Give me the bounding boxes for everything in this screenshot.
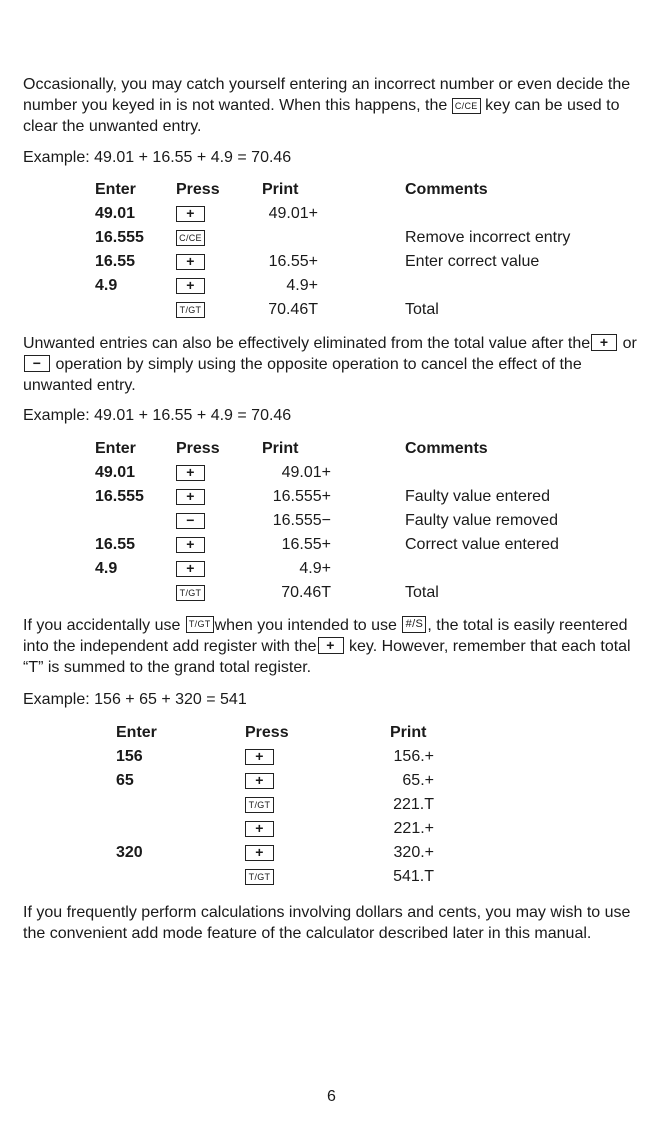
example-3-equation: Example: 156 + 65 + 320 = 541 xyxy=(23,691,247,708)
print-value: 16.55+ xyxy=(281,536,331,553)
print-value: 49.01+ xyxy=(268,205,318,222)
enter-value: 156 xyxy=(116,748,143,765)
enter-value: 49.01 xyxy=(95,464,136,481)
press-cell xyxy=(245,819,274,839)
press-cell xyxy=(176,535,205,555)
total-key-icon: T/GT xyxy=(176,302,205,318)
comment-text: Enter correct value xyxy=(405,253,540,270)
page-number: 6 xyxy=(327,1088,336,1105)
intro-text-1: Occasionally, you may catch yourself entering an incorrect number or even decide the number you keyed in is not wanted. When this happens, the xyxy=(23,76,631,114)
intro-paragraph xyxy=(23,74,638,137)
print-value: 541.T xyxy=(393,868,434,885)
comment-text: Correct value entered xyxy=(405,536,559,553)
enter-value: 4.9 xyxy=(95,560,118,577)
print-value: 16.555− xyxy=(272,512,331,529)
press-cell xyxy=(176,228,205,248)
intro-text-2: key can be used to clear the unwanted entry. xyxy=(23,97,620,135)
column-header-enter: Enter xyxy=(116,724,157,741)
column-header-print: Print xyxy=(262,181,299,198)
cancel-text-3: operation by simply using the opposite operation to cancel the effect of the unwanted entry. xyxy=(23,356,582,394)
minus-key-icon: − xyxy=(24,355,50,372)
example-1-equation: Example: 49.01 + 16.55 + 4.9 = 70.46 xyxy=(23,149,292,166)
press-cell xyxy=(176,559,205,579)
example-2-equation: Example: 49.01 + 16.55 + 4.9 = 70.46 xyxy=(23,407,292,424)
total-key-icon: T/GT xyxy=(176,585,205,601)
reenter-text-3: , the total is easily reentered into the independent add register with the xyxy=(23,617,628,655)
print-value: 156.+ xyxy=(393,748,434,765)
column-header-comment: Comments xyxy=(405,181,488,198)
total-key-icon: T/GT xyxy=(186,616,214,633)
enter-value: 16.55 xyxy=(95,253,136,270)
comment-text: Total xyxy=(405,584,439,601)
enter-value: 4.9 xyxy=(95,277,118,294)
total-key-icon: T/GT xyxy=(245,869,274,885)
enter-value: 49.01 xyxy=(95,205,136,222)
print-value: 4.9+ xyxy=(286,277,318,294)
enter-value: 65 xyxy=(116,772,134,789)
press-cell xyxy=(176,463,205,483)
cancel-text-1: Unwanted entries can also be effectively eliminated from the total value after the xyxy=(23,335,591,352)
plus-key-icon: + xyxy=(176,254,205,270)
plus-key-icon: + xyxy=(245,821,274,837)
plus-key-icon: + xyxy=(245,845,274,861)
print-value: 65.+ xyxy=(402,772,434,789)
plus-key-icon: + xyxy=(176,561,205,577)
total-key-icon: T/GT xyxy=(245,797,274,813)
press-cell xyxy=(176,204,205,224)
press-cell xyxy=(176,583,205,603)
plus-key-icon: + xyxy=(176,206,205,222)
press-cell xyxy=(245,843,274,863)
comment-text: Faulty value removed xyxy=(405,512,558,529)
print-value: 70.46T xyxy=(281,584,331,601)
plus-key-icon: + xyxy=(318,637,344,654)
plus-key-icon: + xyxy=(245,749,274,765)
plus-key-icon: + xyxy=(176,489,205,505)
press-cell xyxy=(245,867,274,887)
press-cell xyxy=(245,747,274,767)
press-cell xyxy=(176,276,205,296)
reenter-paragraph xyxy=(23,615,638,678)
press-cell xyxy=(176,252,205,272)
press-cell xyxy=(245,771,274,791)
plus-key-icon: + xyxy=(176,537,205,553)
cancel-paragraph xyxy=(23,333,638,396)
plus-key-icon: + xyxy=(176,465,205,481)
enter-value: 16.55 xyxy=(95,536,136,553)
closing-paragraph: If you frequently perform calculations involving dollars and cents, you may wish to use the convenient add mode feature of the calculator described later in this manual. xyxy=(23,904,631,942)
enter-value: 16.555 xyxy=(95,229,144,246)
print-value: 16.55+ xyxy=(268,253,318,270)
plus-key-icon: + xyxy=(176,278,205,294)
print-value: 49.01+ xyxy=(281,464,331,481)
column-header-comment: Comments xyxy=(405,440,488,457)
column-header-enter: Enter xyxy=(95,440,136,457)
enter-value: 320 xyxy=(116,844,143,861)
clear-entry-key-icon: C/CE xyxy=(176,230,205,246)
reenter-text-4: key. However, remember that each total “T” is summed to the grand total register. xyxy=(23,638,631,676)
minus-key-icon: − xyxy=(176,513,205,529)
column-header-enter: Enter xyxy=(95,181,136,198)
press-cell xyxy=(176,511,205,531)
print-value: 70.46T xyxy=(268,301,318,318)
reenter-text-2: when you intended to use xyxy=(214,617,397,634)
reenter-text-1: If you accidentally use xyxy=(23,617,181,634)
column-header-press: Press xyxy=(176,181,220,198)
press-cell xyxy=(176,300,205,320)
cancel-text-2: or xyxy=(622,335,637,352)
comment-text: Faulty value entered xyxy=(405,488,550,505)
column-header-press: Press xyxy=(176,440,220,457)
plus-key-icon: + xyxy=(591,334,617,351)
press-cell xyxy=(176,487,205,507)
print-value: 221.T xyxy=(393,796,434,813)
column-header-print: Print xyxy=(262,440,299,457)
comment-text: Remove incorrect entry xyxy=(405,229,571,246)
clear-entry-key-icon: C/CE xyxy=(452,98,481,114)
column-header-press: Press xyxy=(245,724,289,741)
print-value: 16.555+ xyxy=(272,488,331,505)
subtotal-key-icon: #/S xyxy=(402,616,426,633)
print-value: 221.+ xyxy=(393,820,434,837)
comment-text: Total xyxy=(405,301,439,318)
print-value: 320.+ xyxy=(393,844,434,861)
column-header-print: Print xyxy=(390,724,427,741)
press-cell xyxy=(245,795,274,815)
print-value: 4.9+ xyxy=(299,560,331,577)
plus-key-icon: + xyxy=(245,773,274,789)
enter-value: 16.555 xyxy=(95,488,144,505)
